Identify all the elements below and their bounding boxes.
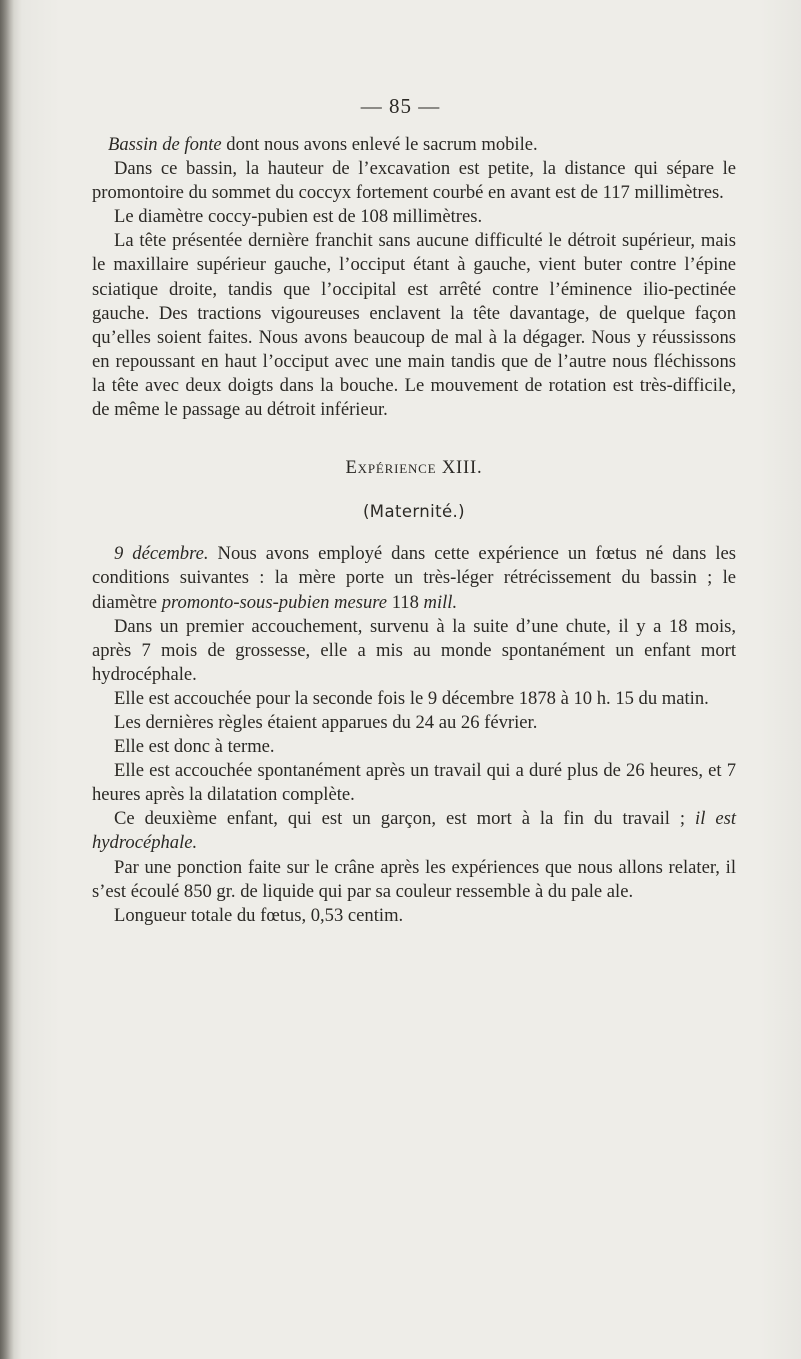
italic-lead: Bassin de fonte <box>108 134 222 155</box>
page-number: — 85 — <box>360 94 441 118</box>
paragraph-excavation: Dans ce bassin, la hauteur de l’excavation est petite, la distance qui sépare le promontoire du sommet du coccyx fortement courbé en avant est de 117 millimètres. <box>92 158 736 204</box>
paragraph-seconde-fois: Elle est accouchée pour la seconde fois le 9 décembre 1878 à 10 h. 15 du matin. <box>114 687 709 709</box>
italic-diameter: promonto-sous-pubien mesure <box>161 591 388 613</box>
italic-unit: mill. <box>423 591 458 613</box>
section-heading: Expérience XIII. <box>345 457 483 479</box>
paragraph-terme: Elle est donc à terme. <box>114 736 275 758</box>
binding-shadow <box>0 0 14 1359</box>
italic-date: 9 décembre. <box>114 543 209 565</box>
paragraph-diametre: Le diamètre coccy-pubien est de 108 millimètres. <box>114 206 483 228</box>
paragraph-9-decembre: 9 décembre. Nous avons employé dans cette expérience un fœtus né dans les conditions suivantes : la mère porte un très-léger rétrécissement du bassin ; le diamètre promonto-sous-pubien mesure 118 mill. <box>92 543 736 613</box>
paragraph-tete: La tête présentée dernière franchit sans aucune difficulté le détroit supérieur, mais le maxillaire supérieur gauche, l’occiput étant à gauche, vient buter contre l’épine sciatique droite, tandis que l’occipital est arrêté contre l’éminence ilio-pectinée gauche. Des tractions vigoureuses enclavent la tête davantage, de quelque façon qu’elles soient faites. Nous avons beaucoup de mal à la dégager. Nous y réussissons en repoussant en haut l’occiput avec une main tandis que de l’autre nous fléchissons la tête avec deux doigts dans la bouche. Le mouvement de rotation est très-difficile, de même le passage au détroit inférieur. <box>92 230 736 421</box>
italic-hydrocephale: il est hydrocéphale. <box>92 808 736 854</box>
paragraph-bassin <box>92 133 736 157</box>
paragraph-regles: Les dernières règles étaient apparues du 24 au 26 février. <box>114 711 538 733</box>
section-subheading: (Maternité.) <box>362 502 466 522</box>
paragraph-deuxieme-enfant: Ce deuxième enfant, qui est un garçon, est mort à la fin du travail ; il est hydrocéphale. <box>92 808 736 854</box>
paragraph-text: dont nous avons enlevé le sacrum mobile. <box>221 134 538 155</box>
paragraph-premier-accouchement: Dans un premier accouchement, survenu à la suite d’une chute, il y a 18 mois, après 7 mois de grossesse, elle a mis au monde spontanément un enfant mort hydrocéphale. <box>92 615 736 685</box>
page-body <box>92 133 736 928</box>
paragraph-longueur: Longueur totale du fœtus, 0,53 centim. <box>114 904 404 926</box>
paragraph-ponction: Par une ponction faite sur le crâne après les expériences que nous allons relater, il s’est écoulé 850 gr. de liquide qui par sa couleur ressemble à du pale ale. <box>92 856 736 902</box>
paragraph-travail: Elle est accouchée spontanément après un travail qui a duré plus de 26 heures, et 7 heures après la dilatation complète. <box>92 760 736 806</box>
